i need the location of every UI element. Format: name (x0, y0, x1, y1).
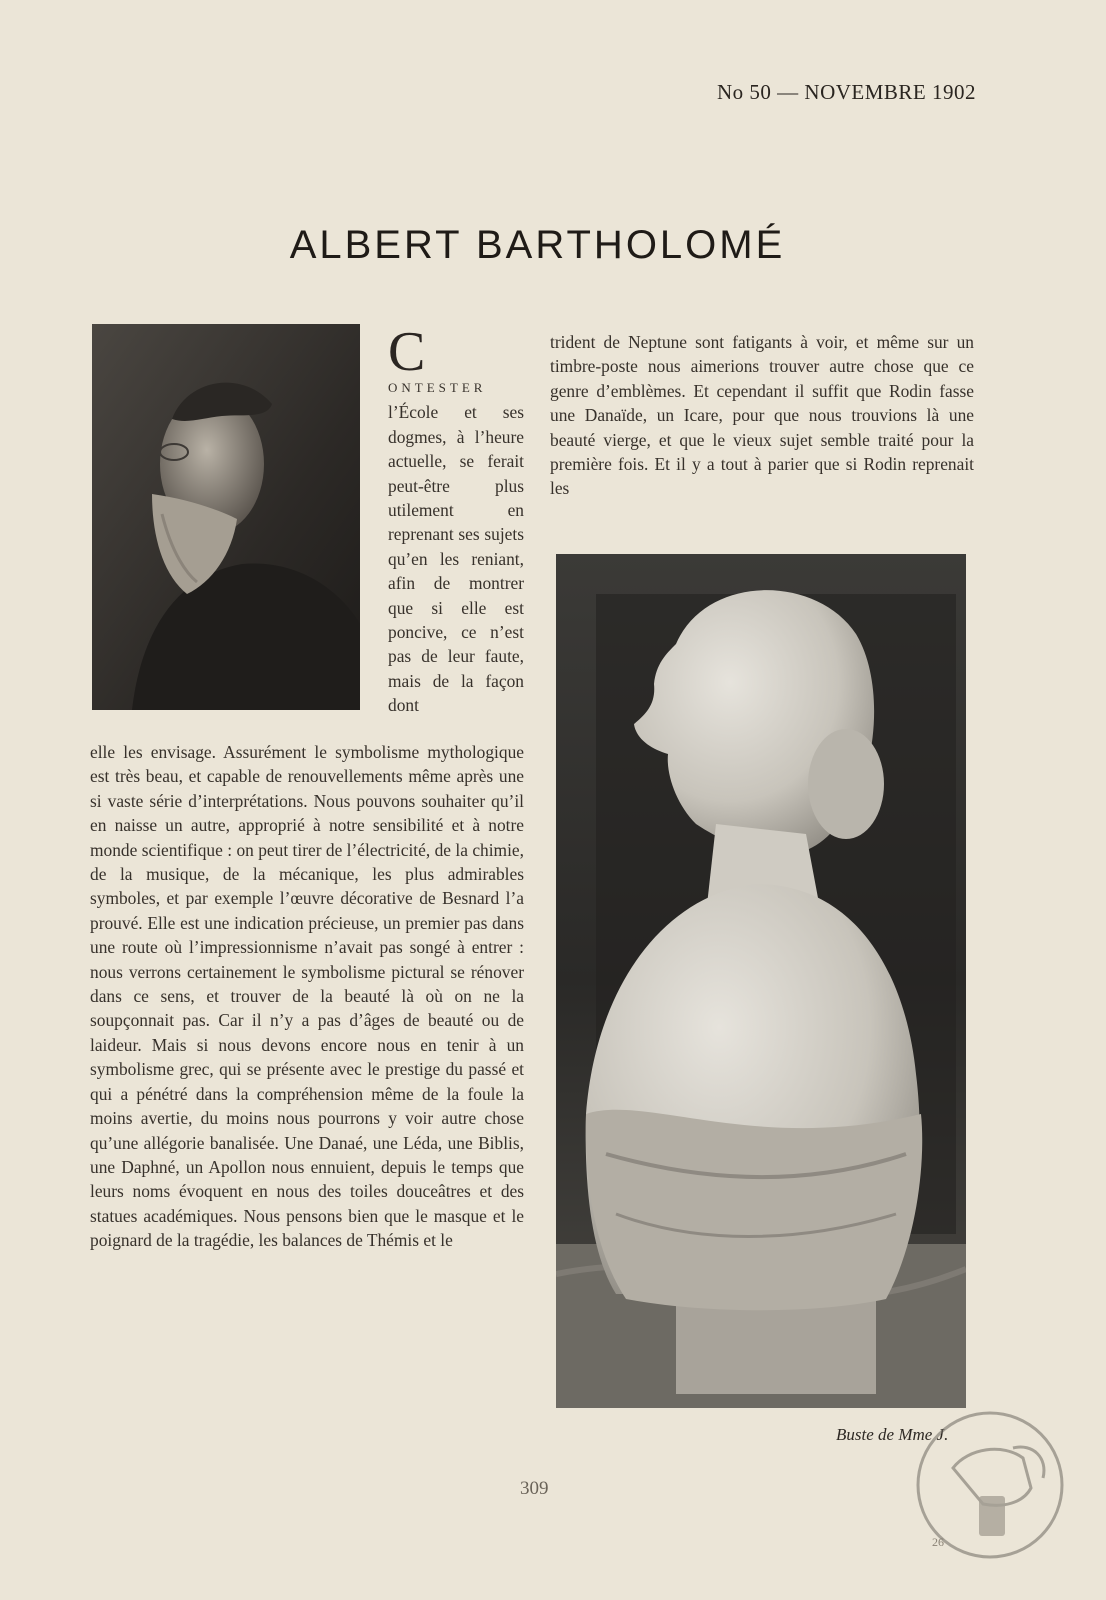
bust-photo (556, 554, 966, 1408)
opening-word: ONTESTER (388, 380, 487, 395)
bust-caption: Buste de Mme J. (836, 1425, 949, 1444)
right-column (550, 330, 974, 501)
library-stamp-icon (913, 1408, 1068, 1563)
narrow-column-text: l’École et ses dogmes, à l’heure actuelle, se ferait peut-être plus utilement en reprenant ses sujets qu’en les reniant, afin de montrer que si elle est poncive, ce n’est pas de leur faute, mais de la façon dont (388, 402, 524, 716)
page-number: 309 (520, 1478, 549, 1499)
right-column-text: trident de Neptune sont fatigants à voir, et même sur un timbre-poste nous aimerions trouver autre chose que ce genre d’emblèmes. Et cependant il suffit que Rodin fasse une Danaïde, un Icare, pour que nous trouvions là une beauté vierge, et que le vieux sujet semble traité pour la première fois. Et il y a tout à parier que si Rodin reprenait les (550, 332, 974, 499)
article-title: ALBERT BARTHOLOMÉ (289, 222, 786, 267)
wide-column-text: elle les envisage. Assurément le symbolisme mythologique est très beau, et capable de renouvellements même après une si vaste série d’interprétations. Nous pouvons souhaiter qu’il en naisse un autre, approprié à notre sensibilité et à notre monde scientifique : on peut tirer de l’électricité, de la chimie, de la musique, de la mécanique, les plus admirables symboles, et par exemple l’œuvre décorative de Besnard l’a prouvé. Elle est une indication précieuse, un premier pas dans une route où l’impressionnisme n’avait pas songé à entrer : nous verrons certainement le symbolisme pictural se rénover dans ce sens, et trouver de la beauté là où on ne la soupçonnait pas. Car il n’y a pas d’âges de beauté ou de laideur. Mais si nous devons encore nous en tenir à un symbolisme grec, qui se présente avec le prestige du passé et qui a pénétré dans la compréhension même de la foule la moins avertie, du moins nous pourrons y voir autre chose qu’une allégorie banalisée. Une Danaé, une Léda, une Biblis, une Daphné, un Apollon nous ennuient, depuis le temps que leurs noms évoquent en nous des toiles douceâtres et des statues académiques. Nous pensons bien que le masque et le poignard de la tragédie, les balances de Thémis et le (90, 742, 524, 1251)
portrait-photo (92, 324, 360, 710)
narrow-column (388, 321, 524, 718)
folio-number: 26 (932, 1535, 944, 1549)
issue-line: No 50 — NOVEMBRE 1902 (716, 80, 976, 104)
wide-column (90, 740, 524, 1253)
drop-cap: C (388, 321, 426, 383)
